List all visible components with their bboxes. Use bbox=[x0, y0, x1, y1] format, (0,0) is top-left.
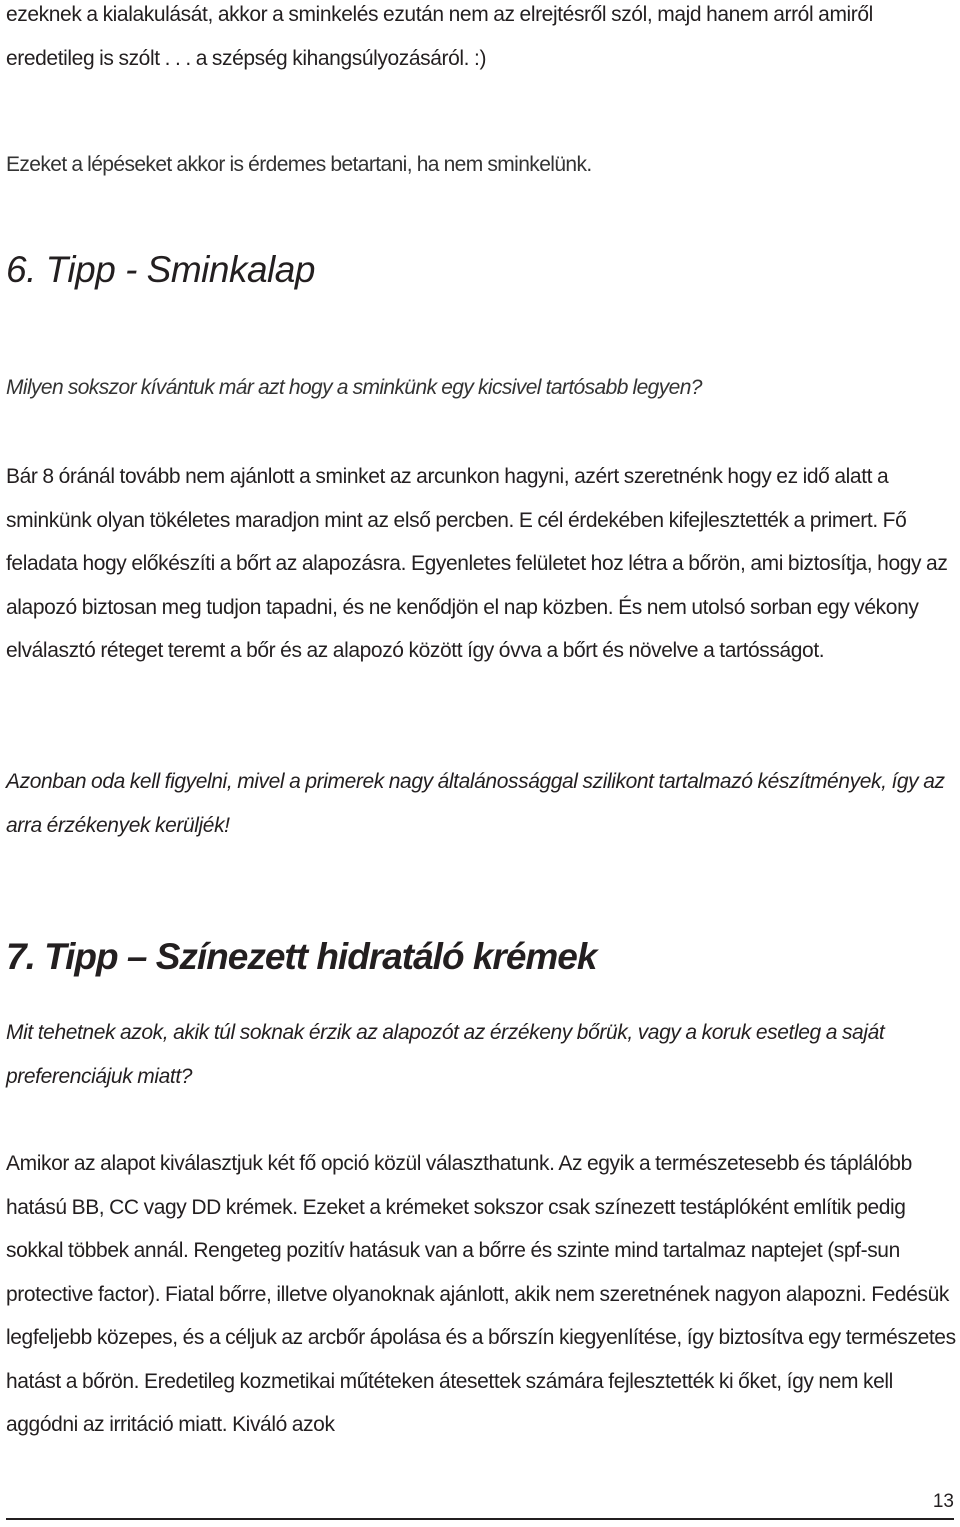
footer-rule bbox=[6, 1518, 954, 1520]
intro-paragraph: ezeknek a kialakulását, akkor a sminkelés ezután nem az elrejtésről szól, majd hanem arról amiről eredetileg is szólt . . . a szépség kihangsúlyozásáról. :) bbox=[6, 3, 873, 70]
intro-paragraph-2: Ezeket a lépéseket akkor is érdemes betartani, ha nem sminkelünk. bbox=[6, 153, 592, 176]
tip7-body: Amikor az alapot kiválasztjuk két fő opció közül választhatunk. Az egyik a természetesebb és táplálóbb hatású BB, CC vagy DD krémek. Ezeket a krémeket sokszor csak színezett testáplóként említik pedig sokkal többek annál. Rengeteg pozitív hatásuk van a bőrre és szinte mind tartalmaz naptejet (spf-sun protective factor). Fiatal bőrre, illetve olyanoknak ajánlott, akik nem szeretnének nagyon alapozni. Fedésük legfeljebb közepes, és a céljuk az arcbőr ápolása és a bőrszín kiegyenlítése, így biztosítva egy természetes hatást a bőrön. Eredetileg kozmetikai műtéteken átesettek számára fejlesztették ki őket, így nem kell aggódni az irritáció miatt. Kiváló azok bbox=[6, 1152, 956, 1436]
tip6-warning: Azonban oda kell figyelni, mivel a primerek nagy általánossággal szilikont tartalmazó készítmények, így az arra érzékenyek kerüljék! bbox=[6, 770, 945, 837]
tip6-heading: 6. Tipp - Sminkalap bbox=[6, 249, 315, 290]
tip7-question: Mit tehetnek azok, akik túl soknak érzik az alapozót az érzékeny bőrük, vagy a koruk esetleg a saját preferenciájuk miatt? bbox=[6, 1021, 885, 1088]
page-number: 13 bbox=[932, 1491, 954, 1512]
tip6-question: Milyen sokszor kívántuk már azt hogy a sminkünk egy kicsivel tartósabb legyen? bbox=[6, 376, 702, 399]
tip6-body: Bár 8 óránál tovább nem ajánlott a sminket az arcunkon hagyni, azért szeretnénk hogy ez idő alatt a sminkünk olyan tökéletes maradjon mint az első percben. E cél érdekében kifejlesztették a primert. Fő feladata hogy előkészíti a bőrt az alapozásra. Egyenletes felületet hoz létra a bőrön, ami biztosítja, hogy az alapozó biztosan meg tudjon tapadni, és ne kenődjön el nap közben. És nem utolsó sorban egy vékony elválasztó réteget teremt a bőr és az alapozó között így óvva a bőrt és növelve a tartósságot. bbox=[6, 465, 948, 662]
tip7-heading: 7. Tipp – Színezett hidratáló krémek bbox=[6, 936, 597, 977]
